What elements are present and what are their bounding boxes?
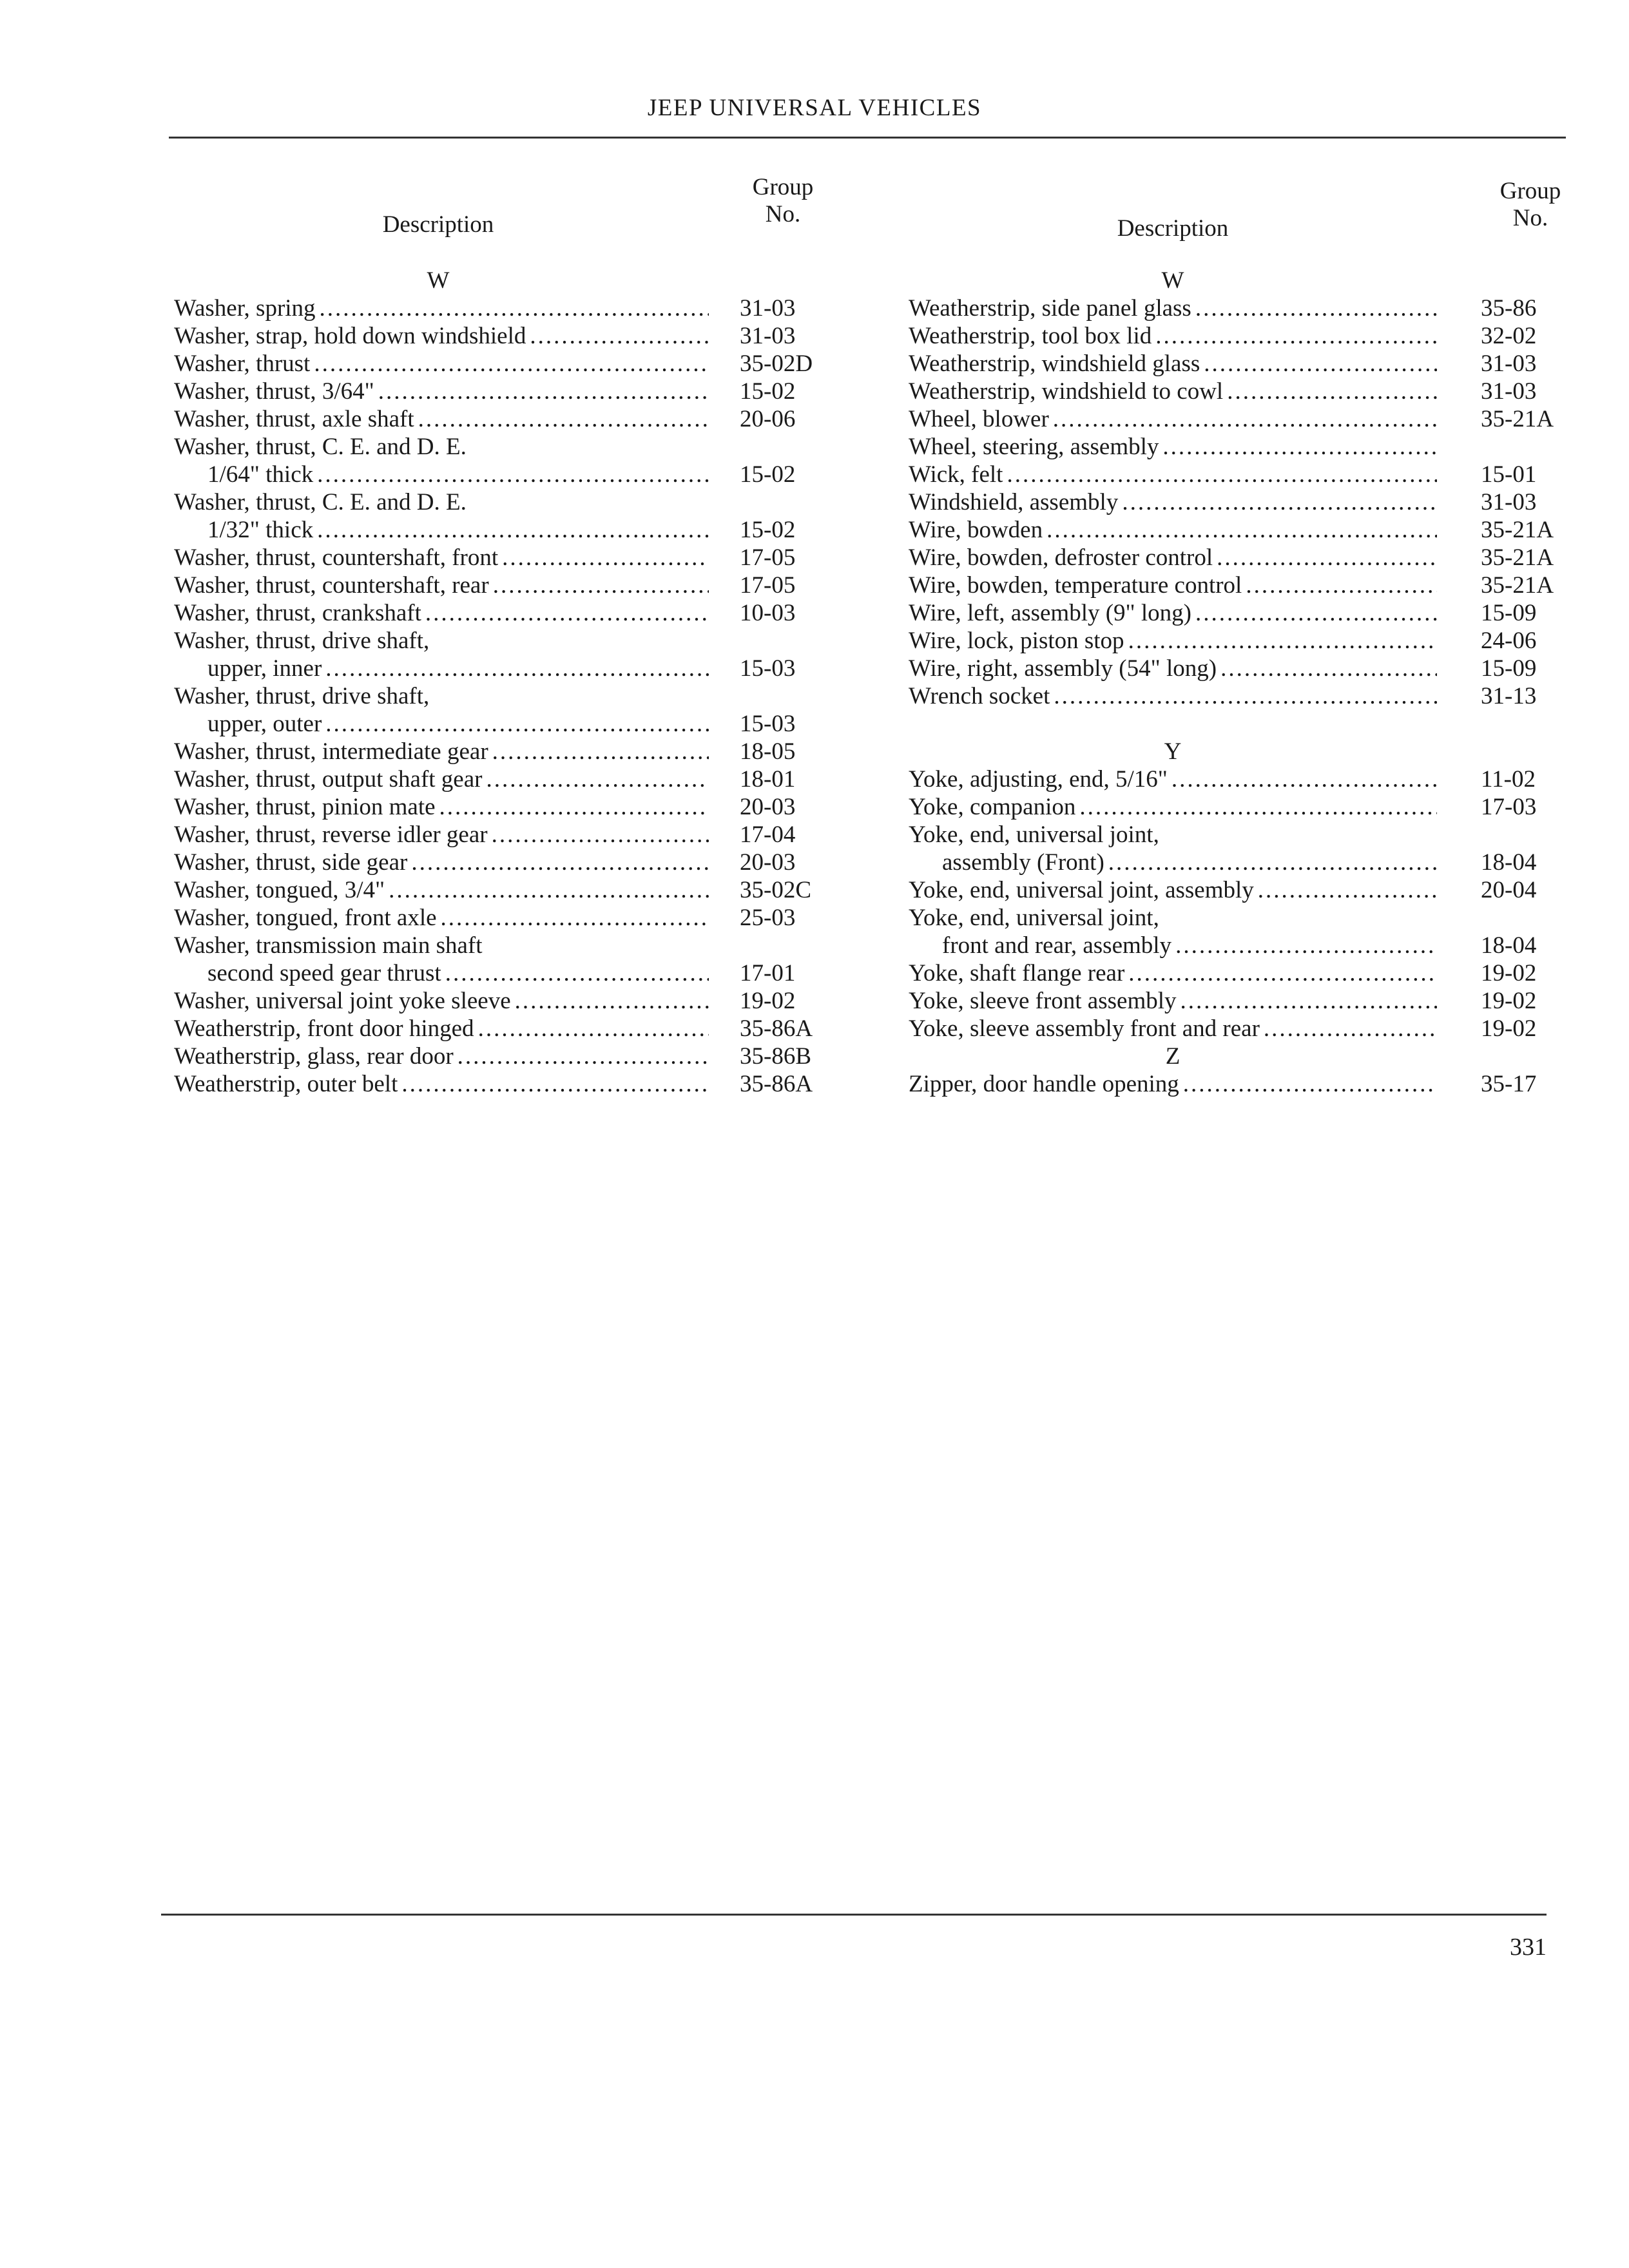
leader-dots	[488, 821, 709, 849]
index-entry	[174, 932, 844, 959]
index-entry	[909, 322, 1572, 350]
index-entry	[174, 655, 844, 682]
index-entry	[909, 378, 1572, 405]
entry-description: Washer, thrust, drive shaft,	[174, 683, 430, 709]
leader-dots	[498, 544, 709, 572]
leader-dots	[1168, 765, 1437, 793]
leader-dots	[374, 378, 709, 405]
entry-group-no: 24-06	[1481, 628, 1537, 654]
entry-group-no: 18-04	[1481, 849, 1537, 876]
entry-description: upper, inner	[207, 655, 322, 682]
entry-group-no: 20-06	[740, 406, 796, 432]
index-entry	[174, 765, 844, 793]
entry-group-no: 19-02	[1481, 1015, 1537, 1042]
entry-group-no: 20-04	[1481, 877, 1537, 903]
entry-group-no: 35-21A	[1481, 406, 1554, 432]
entry-description: Washer, thrust, drive shaft,	[174, 628, 430, 654]
leader-dots	[1242, 572, 1437, 599]
leader-dots	[310, 350, 709, 378]
group-heading-line2: No.	[765, 201, 801, 227]
entry-description: assembly (Front)	[942, 849, 1104, 876]
index-entry	[174, 544, 844, 572]
index-entry	[909, 461, 1572, 488]
entry-description: Yoke, adjusting, end, 5/16"	[909, 766, 1168, 793]
entry-description: Washer, thrust, pinion mate	[174, 794, 436, 820]
index-entry	[174, 405, 844, 433]
entry-description: second speed gear thrust	[207, 960, 441, 986]
leader-dots	[454, 1043, 709, 1070]
entry-description: Yoke, end, universal joint,	[909, 822, 1159, 848]
entry-group-no: 11-02	[1481, 766, 1536, 793]
leader-dots	[482, 765, 709, 793]
index-entry	[174, 738, 844, 765]
entry-group-no: 15-09	[1481, 655, 1537, 682]
index-entry	[909, 821, 1572, 849]
entry-description: Yoke, sleeve front assembly	[909, 988, 1177, 1014]
index-entry	[174, 849, 844, 876]
leader-dots	[1260, 1015, 1437, 1043]
index-column-right	[909, 174, 1572, 1098]
index-entry	[174, 710, 844, 738]
entry-description: Windshield, assembly	[909, 489, 1119, 515]
entry-description: Washer, thrust	[174, 351, 311, 377]
entry-description: Weatherstrip, front door hinged	[174, 1015, 474, 1042]
entry-group-no	[1437, 433, 1481, 461]
leader-dots	[398, 1070, 709, 1098]
index-entry	[909, 849, 1572, 876]
leader-dots	[1191, 294, 1437, 322]
leader-dots	[1043, 516, 1437, 544]
entry-group-no: 17-04	[740, 822, 796, 848]
leader-dots	[437, 904, 709, 932]
index-entry	[174, 1015, 844, 1043]
entry-group-no: 17-05	[740, 544, 796, 571]
entry-group-no: 35-21A	[1481, 544, 1554, 571]
entry-group-no: 35-17	[1481, 1071, 1537, 1097]
leader-dots	[1050, 682, 1437, 710]
index-entry	[909, 765, 1572, 793]
entry-description: Washer, spring	[174, 295, 316, 322]
entry-description: Washer, tongued, 3/4"	[174, 877, 385, 903]
section-letter: W	[1161, 267, 1184, 294]
entry-group-no	[709, 932, 740, 959]
entry-description: front and rear, assembly	[942, 932, 1172, 959]
entry-group-no: 19-02	[1481, 988, 1537, 1014]
leader-dots	[316, 294, 709, 322]
index-entry	[174, 1043, 844, 1070]
index-entry	[174, 488, 844, 516]
index-list-right-y	[909, 765, 1572, 1043]
entry-group-no: 15-03	[740, 655, 796, 682]
index-entry	[174, 322, 844, 350]
entry-group-no: 35-86B	[740, 1043, 811, 1070]
entry-description: Wire, right, assembly (54" long)	[909, 655, 1217, 682]
entry-group-no	[709, 627, 740, 655]
group-heading-line2: No.	[1512, 205, 1548, 231]
index-entry	[909, 1015, 1572, 1043]
group-heading-line1: Group	[1499, 178, 1561, 204]
index-column-left	[174, 174, 844, 1098]
entry-group-no: 31-03	[1481, 351, 1537, 377]
entry-group-no: 19-02	[740, 988, 796, 1014]
index-entry	[909, 544, 1572, 572]
index-entry	[174, 1070, 844, 1098]
entry-description: Washer, universal joint yoke sleeve	[174, 988, 511, 1014]
entry-group-no: 35-21A	[1481, 572, 1554, 599]
entry-group-no: 35-86	[1481, 295, 1537, 322]
index-entry	[909, 655, 1572, 682]
leader-dots	[488, 738, 709, 765]
entry-group-no: 19-02	[1481, 960, 1537, 986]
index-entry	[909, 793, 1572, 821]
leader-dots	[1104, 849, 1437, 876]
leader-dots	[385, 876, 709, 904]
entry-group-no: 31-13	[1481, 683, 1537, 709]
leader-dots	[1191, 599, 1437, 627]
entry-group-no: 35-21A	[1481, 517, 1554, 543]
index-entry	[909, 987, 1572, 1015]
group-no-heading	[1482, 178, 1579, 232]
entry-group-no: 31-03	[740, 323, 796, 349]
page-number: 331	[1510, 1934, 1547, 1961]
entry-description: Yoke, end, universal joint, assembly	[909, 877, 1254, 903]
leader-dots	[421, 599, 709, 627]
index-entry	[909, 599, 1572, 627]
entry-group-no: 20-03	[740, 849, 796, 876]
leader-dots	[1179, 1070, 1437, 1098]
index-entry	[909, 433, 1572, 461]
index-entry	[174, 433, 844, 461]
index-entry	[909, 876, 1572, 904]
entry-description: Washer, thrust, crankshaft	[174, 600, 421, 626]
index-entry	[909, 932, 1572, 959]
entry-group-no: 31-03	[740, 295, 796, 322]
index-list-left	[174, 294, 844, 1098]
leader-dots	[489, 572, 709, 599]
leader-dots	[1223, 378, 1437, 405]
index-entry	[909, 294, 1572, 322]
index-entry	[174, 876, 844, 904]
leader-dots	[313, 461, 709, 488]
page-header-title: JEEP UNIVERSAL VEHICLES	[647, 95, 982, 121]
entry-description: Wire, left, assembly (9" long)	[909, 600, 1191, 626]
entry-description: Washer, thrust, 3/64"	[174, 378, 374, 405]
index-entry	[909, 516, 1572, 544]
entry-description: Wheel, steering, assembly	[909, 434, 1159, 460]
index-entry	[909, 572, 1572, 599]
leader-dots	[1152, 322, 1437, 350]
description-heading: Description	[1117, 215, 1229, 242]
leader-dots	[313, 516, 709, 544]
entry-group-no: 35-02C	[740, 877, 811, 903]
index-entry	[174, 682, 844, 710]
leader-dots	[1118, 488, 1437, 516]
entry-description: Wick, felt	[909, 461, 1003, 488]
index-entry	[174, 378, 844, 405]
entry-description: Wrench socket	[909, 683, 1050, 709]
entry-group-no	[1437, 904, 1481, 932]
entry-group-no: 15-02	[740, 461, 796, 488]
leader-dots	[474, 1015, 709, 1043]
leader-dots	[322, 655, 709, 682]
leader-dots	[1213, 544, 1437, 572]
entry-group-no: 35-02D	[740, 351, 813, 377]
entry-group-no: 35-86A	[740, 1071, 813, 1097]
entry-group-no: 15-09	[1481, 600, 1537, 626]
leader-dots	[511, 987, 709, 1015]
leader-dots	[1124, 627, 1437, 655]
index-entry	[174, 987, 844, 1015]
index-entry	[174, 599, 844, 627]
entry-description: Yoke, sleeve assembly front and rear	[909, 1015, 1260, 1042]
index-entry	[174, 294, 844, 322]
entry-group-no: 15-02	[740, 517, 796, 543]
entry-group-no: 18-04	[1481, 932, 1537, 959]
index-entry	[174, 793, 844, 821]
index-entry	[174, 350, 844, 378]
entry-description: Wire, bowden, defroster control	[909, 544, 1213, 571]
entry-description: Washer, thrust, countershaft, rear	[174, 572, 489, 599]
entry-description: Wire, bowden	[909, 517, 1043, 543]
entry-description: Washer, thrust, reverse idler gear	[174, 822, 488, 848]
leader-dots	[407, 849, 709, 876]
entry-group-no	[709, 682, 740, 710]
footer-rule	[161, 1914, 1547, 1916]
index-entry	[909, 904, 1572, 932]
entry-description: 1/32" thick	[207, 517, 314, 543]
entry-description: Washer, thrust, output shaft gear	[174, 766, 483, 793]
index-entry	[174, 461, 844, 488]
index-entry	[174, 904, 844, 932]
entry-group-no	[709, 488, 740, 516]
entry-description: Weatherstrip, glass, rear door	[174, 1043, 454, 1070]
description-heading: Description	[382, 211, 494, 238]
header-rule	[169, 137, 1566, 139]
entry-group-no: 15-03	[740, 711, 796, 737]
leader-dots	[1200, 350, 1437, 378]
entry-group-no: 20-03	[740, 794, 796, 820]
group-no-heading	[735, 174, 831, 228]
leader-dots	[526, 322, 709, 350]
index-entry	[174, 572, 844, 599]
entry-group-no: 35-86A	[740, 1015, 813, 1042]
entry-description: 1/64" thick	[207, 461, 314, 488]
leader-dots	[1217, 655, 1437, 682]
entry-group-no: 32-02	[1481, 323, 1537, 349]
entry-description: Washer, thrust, side gear	[174, 849, 408, 876]
leader-dots	[414, 405, 709, 433]
entry-description: Weatherstrip, windshield to cowl	[909, 378, 1224, 405]
leader-dots	[1075, 793, 1437, 821]
index-entry	[174, 516, 844, 544]
entry-group-no: 31-03	[1481, 489, 1537, 515]
entry-group-no: 10-03	[740, 600, 796, 626]
entry-group-no	[1437, 821, 1481, 849]
entry-description: Wire, bowden, temperature control	[909, 572, 1242, 599]
entry-group-no: 17-01	[740, 960, 796, 986]
leader-dots	[1254, 876, 1437, 904]
entry-group-no	[709, 433, 740, 461]
entry-description: Yoke, companion	[909, 794, 1076, 820]
index-entry	[909, 488, 1572, 516]
section-letter: W	[427, 267, 450, 294]
entry-description: Washer, thrust, countershaft, front	[174, 544, 499, 571]
entry-description: Washer, transmission main shaft	[174, 932, 483, 959]
entry-group-no: 25-03	[740, 905, 796, 931]
entry-group-no: 18-01	[740, 766, 796, 793]
entry-description: Washer, thrust, axle shaft	[174, 406, 414, 432]
index-entry	[909, 405, 1572, 433]
entry-description: Washer, thrust, intermediate gear	[174, 738, 488, 765]
index-entry	[909, 627, 1572, 655]
entry-description: Weatherstrip, tool box lid	[909, 323, 1152, 349]
entry-group-no: 31-03	[1481, 378, 1537, 405]
entry-description: Washer, thrust, C. E. and D. E.	[174, 489, 467, 515]
column-header-left	[174, 174, 844, 238]
section-letter: Z	[1165, 1043, 1181, 1070]
index-entry	[174, 627, 844, 655]
leader-dots	[1124, 959, 1437, 987]
entry-description: Weatherstrip, side panel glass	[909, 295, 1191, 322]
leader-dots	[1177, 987, 1437, 1015]
section-letter: Y	[1164, 738, 1182, 765]
index-entry	[909, 682, 1572, 710]
index-entry	[909, 959, 1572, 987]
entry-group-no: 15-01	[1481, 461, 1537, 488]
group-heading-line1: Group	[752, 174, 814, 200]
entry-description: Wire, lock, piston stop	[909, 628, 1124, 654]
entry-description: Zipper, door handle opening	[909, 1071, 1179, 1097]
entry-description: Yoke, shaft flange rear	[909, 960, 1125, 986]
entry-description: Washer, tongued, front axle	[174, 905, 437, 931]
entry-description: Washer, strap, hold down windshield	[174, 323, 526, 349]
entry-group-no: 15-02	[740, 378, 796, 405]
entry-description: Washer, thrust, C. E. and D. E.	[174, 434, 467, 460]
index-list-right-z	[909, 1070, 1572, 1098]
entry-description: Weatherstrip, outer belt	[174, 1071, 398, 1097]
leader-dots	[436, 793, 709, 821]
entry-description: Weatherstrip, windshield glass	[909, 351, 1200, 377]
leader-dots	[1159, 433, 1437, 461]
leader-dots	[441, 959, 709, 987]
entry-description: Wheel, blower	[909, 406, 1049, 432]
index-entry	[174, 821, 844, 849]
leader-dots	[1049, 405, 1437, 433]
entry-description: upper, outer	[207, 711, 322, 737]
index-entry	[909, 350, 1572, 378]
index-list-right-w	[909, 294, 1572, 710]
entry-group-no: 18-05	[740, 738, 796, 765]
leader-dots	[1171, 932, 1437, 959]
leader-dots	[1003, 461, 1437, 488]
index-entry	[174, 959, 844, 987]
entry-group-no: 17-03	[1481, 794, 1537, 820]
entry-description: Yoke, end, universal joint,	[909, 905, 1159, 931]
index-entry	[909, 1070, 1572, 1098]
entry-group-no: 17-05	[740, 572, 796, 599]
leader-dots	[322, 710, 709, 738]
column-header-right	[909, 174, 1572, 242]
